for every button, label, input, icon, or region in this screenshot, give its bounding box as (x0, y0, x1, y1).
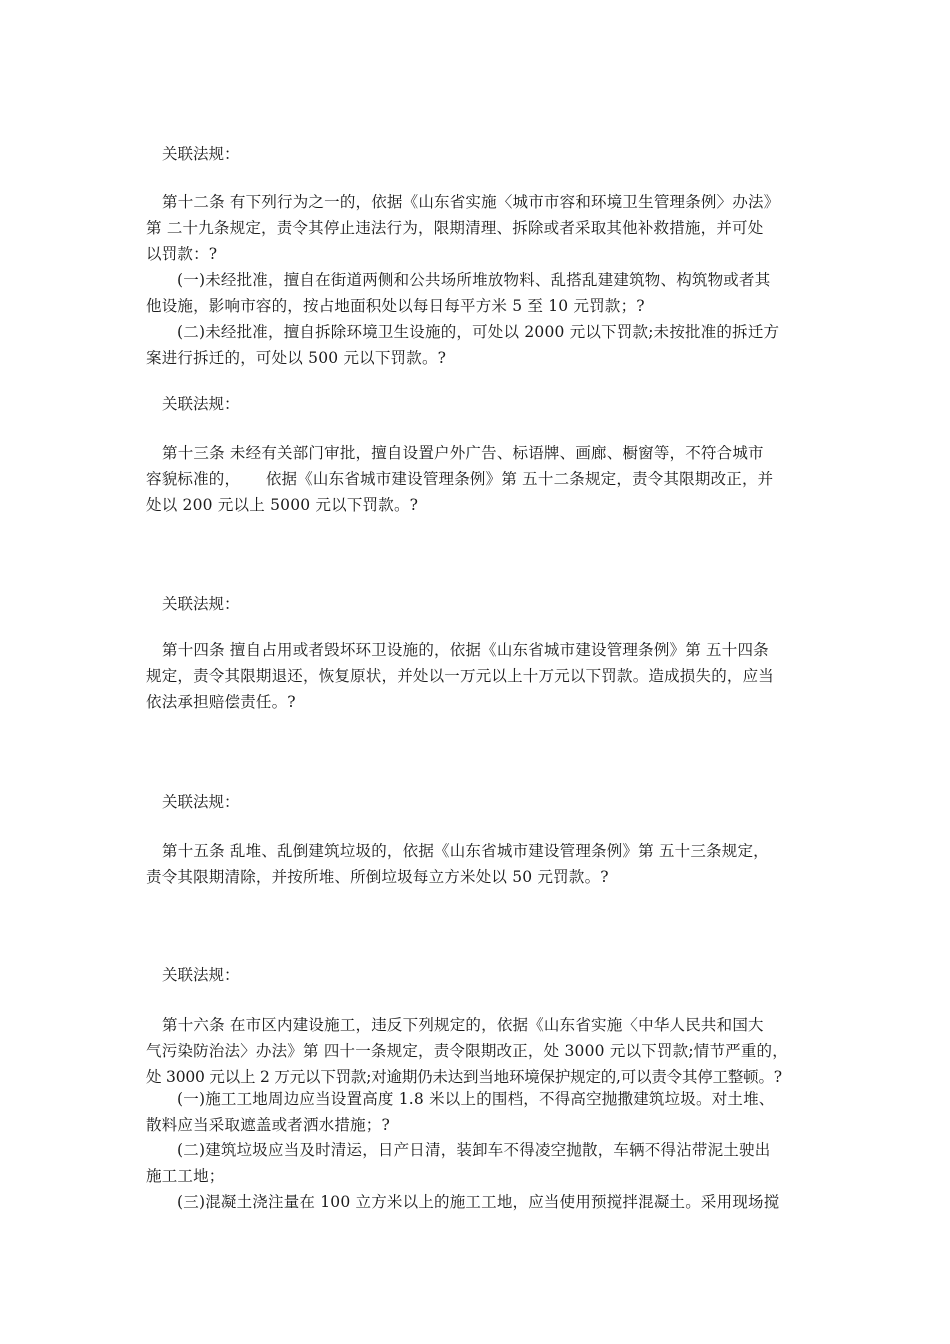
article-15-paragraph (146, 838, 808, 890)
article-16-paragraph (146, 1012, 808, 1090)
article-15-line-1: 第十五条 乱堆、乱倒建筑垃圾的，依据《山东省城市建设管理条例》第 五十三条规定， (162, 842, 769, 860)
article-16-line-1: 第十六条 在市区内建设施工，违反下列规定的，依据《山东省实施〈中华人民共和国大 (162, 1016, 764, 1034)
article-12-item-1-line-2: 他设施，影响市容的，按占地面积处以每日每平方米 5 至 10 元罚款；? (146, 297, 645, 315)
article-13-line-1: 第十三条 未经有关部门审批，擅自设置户外广告、标语牌、画廊、橱窗等，不符合城市 (162, 444, 764, 462)
article-16-item-2 (146, 1137, 808, 1189)
article-16-line-3: 处 3000 元以上 2 万元以下罚款;对逾期仍未达到当地环境保护规定的,可以责令其停工整顿。? (146, 1068, 782, 1086)
article-16-item-2-line-1: (二)建筑垃圾应当及时清运，日产日清，装卸车不得凌空抛散，车辆不得沾带泥土驶出 (177, 1141, 771, 1159)
article-14-line-2: 规定，责令其限期退还，恢复原状，并处以一万元以上十万元以下罚款。造成损失的，应当 (146, 667, 775, 685)
article-16-item-2-line-2: 施工工地； (146, 1167, 225, 1185)
article-15-line-2: 责令其限期清除，并按所堆、所倒垃圾每立方米处以 50 元罚款。? (146, 868, 609, 886)
article-12-item-1 (146, 267, 808, 319)
article-12-line-1: 第十二条 有下列行为之一的，依据《山东省实施〈城市市容和环境卫生管理条例〉办法》 (162, 193, 780, 211)
article-12-item-1-line-1: (一)未经批准，擅自在街道两侧和公共场所堆放物料、乱搭乱建建筑物、构筑物或者其 (177, 271, 771, 289)
article-16-line-2: 气污染防治法〉办法》第 四十一条规定，责令限期改正，处 3000 元以下罚款;情节严重的， (146, 1042, 788, 1060)
article-13-line-2: 容貌标准的， 依据《山东省城市建设管理条例》第 五十二条规定，责令其限期改正，并 (146, 470, 774, 488)
article-12-line-3: 以罚款：? (146, 245, 218, 263)
article-16-item-3-line-1: (三)混凝土浇注量在 100 立方米以上的施工工地，应当使用预搅拌混凝土。采用现场搅 (177, 1193, 780, 1211)
article-12-item-2-line-1: (二)未经批准，擅自拆除环境卫生设施的，可处以 2000 元以下罚款;未按批准的拆迁方 (177, 323, 780, 341)
article-13-line-3: 处以 200 元以上 5000 元以下罚款。? (146, 496, 419, 514)
related-regulations-label: 关联法规： (162, 966, 240, 984)
article-14-line-3: 依法承担赔偿责任。? (146, 693, 296, 711)
related-regulations-label: 关联法规： (162, 145, 240, 163)
article-14-line-1: 第十四条 擅自占用或者毁坏环卫设施的，依据《山东省城市建设管理条例》第 五十四条 (162, 641, 769, 659)
article-13-paragraph (146, 440, 808, 518)
article-12-paragraph (146, 189, 808, 267)
article-12-item-2-line-2: 案进行拆迁的，可处以 500 元以下罚款。? (146, 349, 447, 367)
article-16-item-1 (146, 1086, 808, 1138)
related-regulations-label: 关联法规： (162, 395, 240, 413)
related-regulations-label: 关联法规： (162, 595, 240, 613)
related-regulations-label: 关联法规： (162, 793, 240, 811)
article-12-item-2 (146, 319, 808, 371)
article-16-item-1-line-2: 散料应当采取遮盖或者洒水措施；? (146, 1116, 391, 1134)
article-16-item-1-line-1: (一)施工工地周边应当设置高度 1.8 米以上的围档，不得高空抛撒建筑垃圾。对土堆、 (177, 1090, 775, 1108)
article-12-line-2: 第 二十九条规定，责令其停止违法行为，限期清理、拆除或者采取其他补救措施，并可处 (146, 219, 764, 237)
article-16-item-3 (146, 1189, 808, 1215)
article-14-paragraph (146, 637, 808, 715)
